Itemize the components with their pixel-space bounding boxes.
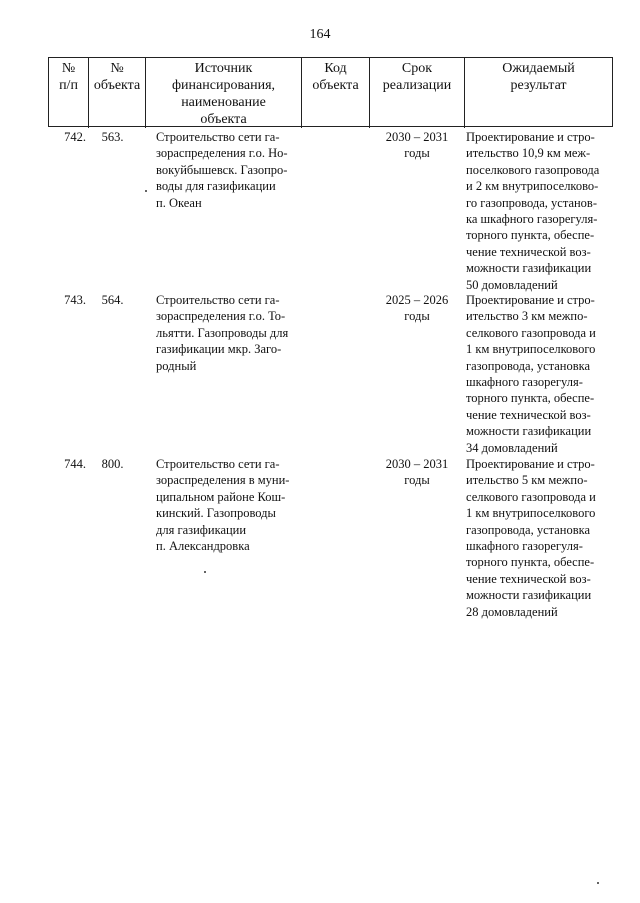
source-name: Строительство сети га- зораспределения в муни- ципальном районе Кош- кинский. Газопроводы для газификации п. Александровка <box>156 457 290 554</box>
row-number: 744. <box>64 457 86 471</box>
expected-result: Проектирование и стро- ительство 3 км межпо- селкового газопровода и 1 км внутрипоселкового газопровода, установка шкафного газорегуля- торного пункта, обеспе- чение технической воз- можности газификации 34 домовладений <box>466 293 596 455</box>
source-name: Строительство сети га- зораспределения г.о. Но- вокуйбышевск. Газопро- воды для газификации п. Океан <box>156 130 288 210</box>
scan-speck <box>145 190 147 192</box>
term: 2030 – 2031 годы <box>385 130 449 161</box>
header-row-number: № п/п <box>49 58 89 128</box>
header-term: Срок реализации <box>370 58 465 128</box>
source-name: Строительство сети га- зораспределения г.о. То- льятти. Газопроводы для газификации мкр. Заго- родный <box>156 293 289 373</box>
term: 2030 – 2031 годы <box>385 457 449 488</box>
object-number: 563. <box>101 130 124 144</box>
expected-result: Проектирование и стро- ительство 5 км межпо- селкового газопровода и 1 км внутрипоселкового газопровода, установка шкафного газорегуля- торного пункта, обеспе- чение технической воз- можности газификации 28 домовладений <box>466 457 596 619</box>
term: 2025 – 2026 годы <box>385 293 449 324</box>
row-number: 742. <box>64 130 86 144</box>
header-result: Ожидаемый результат <box>502 61 575 93</box>
object-number: 800. <box>101 457 124 471</box>
row-number: 743. <box>64 293 86 307</box>
header-source: Источник финансирования, наименование объекта <box>146 58 302 128</box>
expected-result: Проектирование и стро- ительство 10,9 км меж- поселкового газопровода и 2 км внутрипоселково- го газопровода, установ- ка шкафного газорегуля- торного пункта, обеспе- чение технической воз- можности газификации 50 домовладений <box>466 130 600 292</box>
header-code: Код объекта <box>302 58 370 128</box>
object-number: 564. <box>101 293 124 307</box>
scan-speck <box>597 882 599 884</box>
header-object-number: № объекта <box>89 58 146 128</box>
page-number: 164 <box>309 27 331 42</box>
table-header <box>48 57 613 127</box>
scan-speck <box>204 571 206 573</box>
